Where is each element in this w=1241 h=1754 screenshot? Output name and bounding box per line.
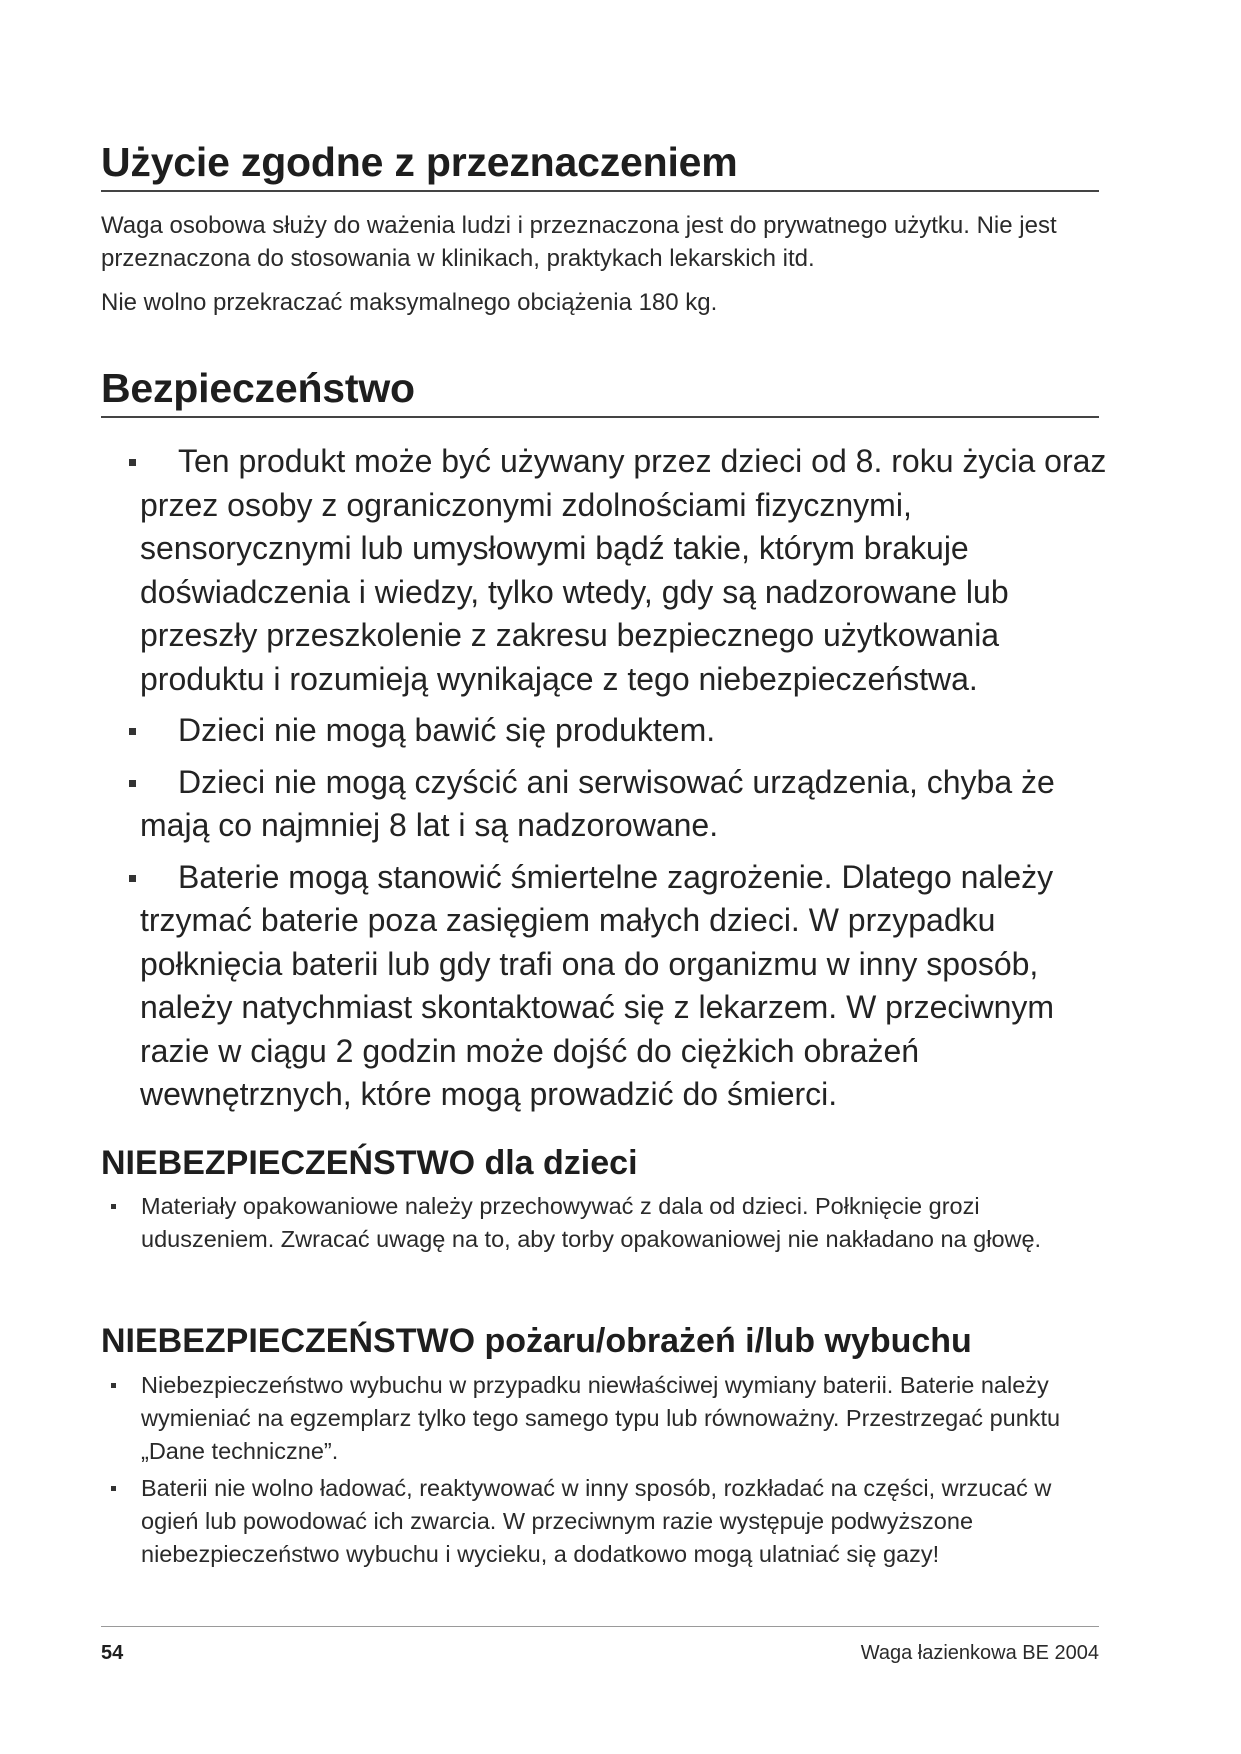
heading-intended-use: Użycie zgodne z przeznaczeniem: [101, 140, 1099, 192]
danger-fire-item-text: Niebezpieczeństwo wybuchu w przypadku niewłaściwej wymiany baterii. Baterie należy wymieniać na egzemplarz tylko tego samego typu lub równoważny. Przestrzegać punktu „Dane techniczne”.: [141, 1372, 1061, 1464]
safety-list: [129, 440, 1129, 1125]
footer-divider: [101, 1626, 1099, 1627]
danger-children-list: [111, 1190, 1101, 1260]
safety-item-text: Ten produkt może być używany przez dzieci od 8. roku życia oraz przez osoby z ograniczonymi zdolnościami fizycznymi, sensorycznymi lub umysłowymi bądź takie, którym brakuje doświadczenia i wiedzy, tylko wtedy, gdy są nadzorowane lub przeszły przeszkolenie z zakresu bezpiecznego użytkowania produktu i rozumieją wynikające z tego niebezpieczeństwa.: [140, 443, 1107, 697]
list-item: [129, 709, 1129, 753]
heading-safety: Bezpieczeństwo: [101, 366, 1099, 418]
danger-fire-item-text: Baterii nie wolno ładować, reaktywować w inny sposób, rozkładać na części, wrzucać w ogień lub powodować ich zwarcia. W przeciwnym razie występuje podwyższone niebezpieczeństwo wybuchu i wycieku, a dodatkowo mogą ulatniać się gazy!: [141, 1475, 1052, 1567]
intended-use-paragraph-2: Nie wolno przekraczać maksymalnego obciążenia 180 kg.: [101, 289, 718, 316]
list-item: [129, 761, 1129, 848]
intended-use-paragraph-1: Waga osobowa służy do ważenia ludzi i przeznaczona jest do prywatnego użytku. Nie jest przeznaczona do stosowania w klinikach, praktykach lekarskich itd.: [101, 212, 1057, 272]
safety-item-text: Dzieci nie mogą czyścić ani serwisować urządzenia, chyba że mają co najmniej 8 lat i są nadzorowane.: [140, 763, 1055, 843]
list-item: [111, 1472, 1101, 1571]
list-item: [111, 1369, 1101, 1468]
footer-document-title: Waga łazienkowa BE 2004: [860, 1642, 1099, 1664]
page-number: 54: [101, 1642, 124, 1664]
list-item: [111, 1190, 1101, 1256]
safety-item-text: Baterie mogą stanowić śmiertelne zagrożenie. Dlatego należy trzymać baterie poza zasięgiem małych dzieci. W przypadku połknięcia baterii lub gdy trafi ona do organizmu w inny sposób, należy natychmiast skontaktować się z lekarzem. W przeciwnym razie w ciągu 2 godzin może dojść do ciężkich obrażeń wewnętrznych, które mogą prowadzić do śmierci.: [140, 858, 1055, 1112]
safety-item-text: Dzieci nie mogą bawić się produktem.: [178, 712, 716, 748]
list-item: [129, 440, 1129, 701]
list-item: [129, 856, 1129, 1117]
danger-fire-list: [111, 1369, 1101, 1575]
heading-danger-fire: NIEBEZPIECZEŃSTWO pożaru/obrażeń i/lub wybuchu: [101, 1322, 972, 1360]
heading-danger-children: NIEBEZPIECZEŃSTWO dla dzieci: [101, 1144, 638, 1182]
danger-children-item-text: Materiały opakowaniowe należy przechowywać z dala od dzieci. Połknięcie grozi uduszeniem. Zwracać uwagę na to, aby torby opakowaniowej nie nakładano na głowę.: [141, 1193, 1042, 1252]
